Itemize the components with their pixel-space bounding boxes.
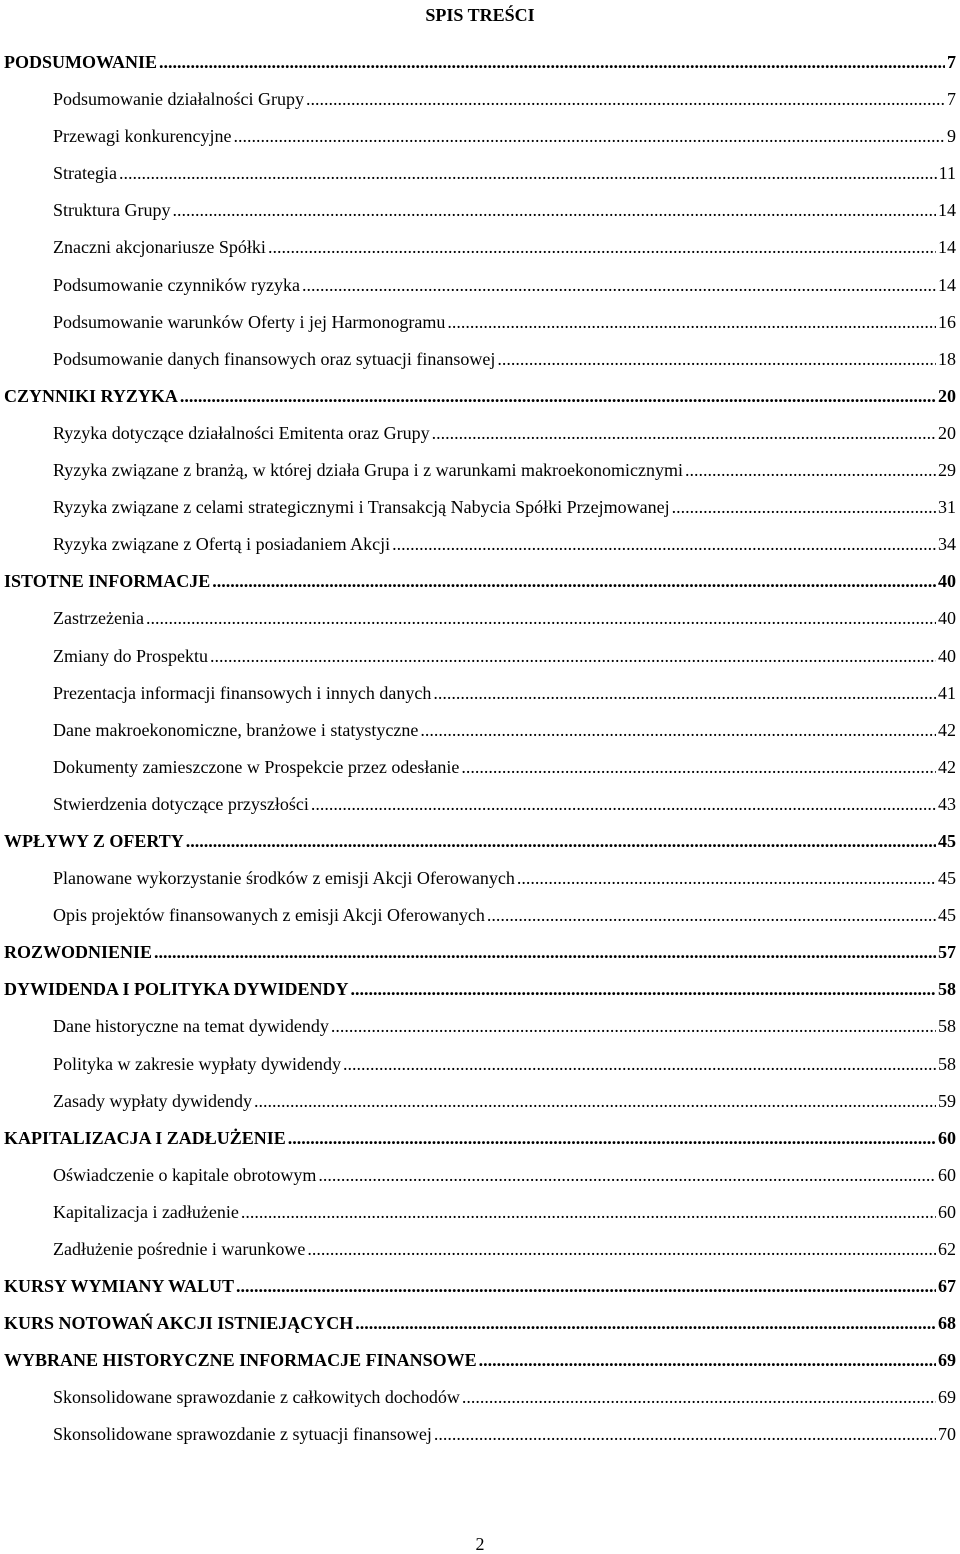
toc-subsection-entry[interactable] [4,600,956,637]
toc-entry-page-number: 40 [938,571,956,592]
toc-entry-label: Ryzyka związane z celami strategicznymi i Transakcją Nabycia Spółki Przejmowanej [53,497,670,518]
toc-entry-page-number: 7 [947,52,956,72]
dot-leader [186,823,936,860]
toc-subsection-entry[interactable] [4,452,956,489]
toc-entry-page-number: 7 [947,89,956,110]
toc-subsection-entry[interactable] [4,1416,956,1453]
page-number: 2 [475,1534,485,1554]
toc-entry-page-number: 60 [938,1164,956,1185]
dot-leader [343,1046,936,1083]
toc-entry-label: WPŁYWY Z OFERTY [4,830,184,851]
toc-subsection-entry[interactable] [4,1231,956,1268]
toc-entry-page-number: 69 [938,1350,956,1371]
dot-leader [487,897,936,934]
toc-entry-page-number: 43 [938,793,956,814]
toc-entry-page-number: 58 [938,979,956,1000]
table-of-contents [4,44,956,1454]
toc-entry-page-number: 58 [938,1016,956,1037]
toc-section-entry[interactable] [4,823,956,860]
toc-entry-page-number: 20 [938,385,956,406]
toc-section-entry[interactable] [4,1268,956,1305]
dot-leader [447,304,936,341]
toc-entry-page-number: 41 [938,682,956,703]
toc-entry-label: KAPITALIZACJA I ZADŁUŻENIE [4,1127,286,1148]
toc-entry-label: Kapitalizacja i zadłużenie [53,1201,239,1222]
dot-leader [311,786,936,823]
dot-leader [210,638,936,675]
toc-entry-label: Podsumowanie czynników ryzyka [53,274,300,295]
dot-leader [462,1379,936,1416]
toc-entry-label: Oświadczenie o kapitale obrotowym [53,1164,317,1185]
toc-section-entry[interactable] [4,378,956,415]
toc-subsection-entry[interactable] [4,1194,956,1231]
toc-subsection-entry[interactable] [4,526,956,563]
dot-leader [302,267,936,304]
toc-entry-label: Ryzyka związane z Ofertą i posiadaniem Akcji [53,534,391,555]
toc-subsection-entry[interactable] [4,675,956,712]
toc-subsection-entry[interactable] [4,786,956,823]
toc-entry-page-number: 62 [938,1239,956,1259]
toc-section-entry[interactable] [4,1342,956,1379]
toc-entry-page-number: 42 [938,719,956,740]
toc-entry-page-number: 11 [938,163,956,184]
toc-entry-label: Zadłużenie pośrednie i warunkowe [53,1239,306,1259]
dot-leader [236,1268,936,1305]
dot-leader [685,452,936,489]
toc-subsection-entry[interactable] [4,415,956,452]
dot-leader [420,712,936,749]
toc-entry-page-number: 31 [938,497,956,518]
toc-entry-label: Zasady wypłaty dywidendy [53,1090,252,1111]
toc-subsection-entry[interactable] [4,81,956,118]
toc-section-entry[interactable] [4,44,956,81]
toc-subsection-entry[interactable] [4,267,956,304]
toc-subsection-entry[interactable] [4,897,956,934]
toc-entry-page-number: 67 [938,1276,956,1297]
toc-entry-page-number: 45 [938,830,956,851]
dot-leader [146,600,936,637]
toc-entry-label: PODSUMOWANIE [4,52,158,72]
toc-entry-label: KURSY WYMIANY WALUT [4,1276,235,1297]
dot-leader [233,118,945,155]
toc-subsection-entry[interactable] [4,118,956,155]
toc-subsection-entry[interactable] [4,304,956,341]
dot-leader [288,1120,936,1157]
dot-leader [180,378,936,415]
toc-entry-label: Dane makroekonomiczne, branżowe i statystyczne [53,719,419,740]
toc-entry-page-number: 14 [938,237,956,258]
dot-leader [351,971,936,1008]
toc-entry-label: Polityka w zakresie wypłaty dywidendy [53,1053,341,1074]
dot-leader [432,415,936,452]
toc-entry-label: Skonsolidowane sprawozdanie z sytuacji finansowej [53,1424,432,1445]
dot-leader [497,341,936,378]
toc-subsection-entry[interactable] [4,1083,956,1120]
toc-subsection-entry[interactable] [4,155,956,192]
toc-entry-page-number: 20 [938,422,956,443]
toc-entry-page-number: 16 [938,311,956,332]
toc-section-entry[interactable] [4,563,956,600]
toc-subsection-entry[interactable] [4,1046,956,1083]
toc-entry-label: Podsumowanie danych finansowych oraz sytuacji finansowej [53,348,496,369]
toc-entry-label: WYBRANE HISTORYCZNE INFORMACJE FINANSOWE [4,1350,477,1371]
toc-entry-page-number: 42 [938,756,956,777]
dot-leader [672,489,936,526]
toc-entry-page-number: 60 [938,1201,956,1222]
dot-leader [461,749,936,786]
toc-entry-page-number: 40 [938,608,956,629]
dot-leader [254,1083,936,1120]
toc-entry-page-number: 18 [938,348,956,369]
toc-subsection-entry[interactable] [4,749,956,786]
toc-entry-label: Zmiany do Prospektu [53,645,208,666]
toc-entry-page-number: 34 [938,534,956,555]
toc-entry-page-number: 14 [938,274,956,295]
toc-entry-label: Zastrzeżenia [53,608,144,629]
toc-entry-page-number: 58 [938,1053,956,1074]
toc-subsection-entry[interactable] [4,638,956,675]
dot-leader [392,526,936,563]
toc-entry-page-number: 59 [938,1090,956,1111]
toc-entry-page-number: 45 [938,905,956,926]
toc-entry-label: Strategia [53,163,117,184]
toc-entry-page-number: 69 [938,1387,956,1408]
dot-leader [434,1416,936,1453]
toc-entry-label: Skonsolidowane sprawozdanie z całkowitych dochodów [53,1387,460,1408]
dot-leader [154,934,936,971]
toc-entry-label: Dokumenty zamieszczone w Prospekcie przez odesłanie [53,756,460,777]
dot-leader [212,563,936,600]
toc-subsection-entry[interactable] [4,712,956,749]
toc-entry-page-number: 60 [938,1127,956,1148]
toc-entry-label: Stwierdzenia dotyczące przyszłości [53,793,309,814]
toc-entry-label: ISTOTNE INFORMACJE [4,571,211,592]
dot-leader [306,81,945,118]
dot-leader [517,860,936,897]
dot-leader [433,675,936,712]
toc-entry-label: ROZWODNIENIE [4,942,153,963]
toc-section-entry[interactable] [4,1305,956,1342]
toc-entry-page-number: 9 [947,126,956,147]
toc-entry-label: Planowane wykorzystanie środków z emisji Akcji Oferowanych [53,868,515,889]
toc-subsection-entry[interactable] [4,341,956,378]
toc-entry-label: DYWIDENDA I POLITYKA DYWIDENDY [4,979,349,1000]
toc-entry-label: Podsumowanie działalności Grupy [53,89,304,110]
toc-subsection-entry[interactable] [4,860,956,897]
toc-entry-label: Prezentacja informacji finansowych i innych danych [53,682,432,703]
toc-subsection-entry[interactable] [4,192,956,229]
dot-leader [479,1342,936,1379]
dot-leader [355,1305,936,1342]
toc-entry-page-number: 40 [938,645,956,666]
toc-entry-page-number: 29 [938,460,956,481]
toc-entry-label: Ryzyka dotyczące działalności Emitenta oraz Grupy [53,422,430,443]
toc-entry-label: Ryzyka związane z branżą, w której działa Grupa i z warunkami makroekonomicznymi [53,460,684,481]
toc-section-entry[interactable] [4,971,956,1008]
toc-entry-label: Struktura Grupy [53,200,171,221]
toc-subsection-entry[interactable] [4,1008,956,1045]
toc-entry-page-number: 57 [938,942,956,963]
toc-subsection-entry[interactable] [4,229,956,266]
dot-leader [172,192,936,229]
toc-entry-page-number: 68 [938,1313,956,1334]
page-title: SPIS TREŚCI [425,5,535,25]
dot-leader [119,155,937,192]
toc-entry-page-number: 14 [938,200,956,221]
dot-leader [307,1231,936,1268]
toc-entry-label: Opis projektów finansowanych z emisji Akcji Oferowanych [53,905,485,926]
toc-entry-label: Przewagi konkurencyjne [53,126,232,147]
dot-leader [159,44,945,81]
dot-leader [331,1008,936,1045]
toc-entry-label: Dane historyczne na temat dywidendy [53,1016,329,1037]
dot-leader [241,1194,936,1231]
toc-entry-page-number: 70 [938,1424,956,1445]
toc-subsection-entry[interactable] [4,1379,956,1416]
toc-section-entry[interactable] [4,934,956,971]
toc-subsection-entry[interactable] [4,489,956,526]
toc-section-entry[interactable] [4,1120,956,1157]
toc-subsection-entry[interactable] [4,1157,956,1194]
toc-entry-label: Znaczni akcjonariusze Spółki [53,237,266,258]
toc-entry-page-number: 45 [938,868,956,889]
dot-leader [268,229,936,266]
toc-entry-label: CZYNNIKI RYZYKA [4,385,178,406]
dot-leader [318,1157,936,1194]
toc-entry-label: Podsumowanie warunków Oferty i jej Harmonogramu [53,311,446,332]
toc-entry-label: KURS NOTOWAŃ AKCJI ISTNIEJĄCYCH [4,1313,354,1334]
